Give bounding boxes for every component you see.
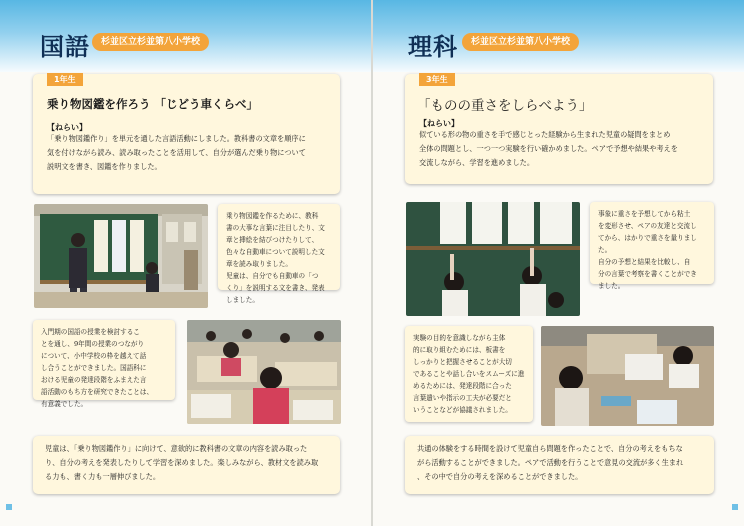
- text-line: 似ている形の物の重さを手で感じとった経験から生まれた児童の疑問をまとめ: [419, 130, 671, 139]
- left-school-badge: 杉並区立杉並第八小学校: [92, 33, 209, 51]
- text-line: 自分の予想と結果を比較し、自: [598, 258, 691, 266]
- right-note-1: [590, 202, 714, 290]
- page-gutter: [371, 0, 373, 526]
- right-summary-card: [405, 436, 714, 494]
- right-subject-title: 理科: [408, 32, 458, 61]
- text-line: 交流しながら、学習を進めました。: [419, 158, 535, 167]
- text-line: 事象に重さを予想してから粘土: [598, 210, 691, 218]
- left-subject-title: 国語: [40, 32, 90, 61]
- text-line: くり」を説明する文を書き、発表: [226, 284, 325, 292]
- text-line: とを通し、9年間の授業のつながり: [41, 340, 145, 348]
- right-experiment-photo: [541, 326, 714, 426]
- text-line: 乗り物図鑑を作るために、教科: [226, 212, 319, 220]
- text-line: 章と挿絵を結びつけたりして、: [226, 236, 319, 244]
- left-aim-text: [47, 132, 335, 174]
- text-line: めるためには、発達段階に合った: [413, 382, 512, 390]
- text-line: る力も、書く力も一層伸びました。: [45, 472, 161, 481]
- text-line: 書の大事な言葉に注目したり、文: [226, 224, 325, 232]
- right-note-2: [405, 326, 533, 422]
- left-grade-badge: 1年生: [47, 73, 83, 86]
- left-summary-text: [45, 442, 337, 484]
- text-line: 「乗り物図鑑作り」を単元を通した言語活動にしました。教科書の文章を順序に: [47, 134, 306, 143]
- left-note-2: [33, 320, 175, 408]
- left-lesson-title: 乗り物図鑑を作ろう 「じどう車くらべ」: [47, 97, 259, 111]
- text-line: 分の言葉で考察を書くことができ: [598, 270, 697, 278]
- text-line: 児童は、「乗り物図鑑作り」に向けて、意欲的に教科書の文章の内容を読み取った: [45, 444, 308, 453]
- text-line: てから、はかりで重さを量りまし: [598, 234, 697, 242]
- right-aim-text: [419, 128, 709, 170]
- text-line: 、その中で自分の考えを深めることができました。: [417, 472, 583, 481]
- text-line: 色々な自動車について説明した文: [226, 248, 325, 256]
- right-grade-badge: 3年生: [419, 73, 455, 86]
- right-page-marker: [732, 504, 738, 510]
- text-line: がら活動することができました。ペアで活動を行うことで意見の交流が多く生まれ: [417, 458, 684, 467]
- left-intro-card: [33, 74, 340, 194]
- right-blackboard-photo: [406, 202, 580, 316]
- text-line: 実験の目的を意識しながら主体: [413, 334, 506, 342]
- text-line: おける児童の発達段階をふまえた言: [41, 376, 147, 384]
- left-summary-card: [33, 436, 340, 494]
- text-line: であることや話し合いをスムーズに進: [413, 370, 525, 378]
- text-line: 有意義でした。: [41, 400, 88, 408]
- text-line: しました。: [226, 296, 259, 304]
- text-line: 語活動のもち方を研究できたことは、: [41, 388, 154, 396]
- left-students-photo: [187, 320, 341, 424]
- right-lesson-title: 「ものの重さをしらべよう」: [417, 98, 593, 114]
- left-classroom-photo: [34, 204, 208, 308]
- text-line: 章を読み取りました。: [226, 260, 292, 268]
- text-line: 入門期の国語の授業を検討するこ: [41, 328, 140, 336]
- text-line: た。: [598, 246, 612, 254]
- text-line: について、小中学校の枠を越えて話: [41, 352, 147, 360]
- left-aim-label: 【ねらい】: [47, 123, 87, 132]
- text-line: 的に取り組むためには、板書を: [413, 346, 506, 354]
- text-line: 児童は、自分でも自動車の「つ: [226, 272, 319, 280]
- right-aim-label: 【ねらい】: [419, 119, 459, 128]
- text-line: り、自分の考えを発表したりして学習を深めました。楽しみながら、教材文を読み取: [45, 458, 319, 467]
- right-summary-text: [417, 442, 711, 484]
- left-note-1: [218, 204, 340, 304]
- text-line: 気を付けながら読み、読み取ったことを活用して、自分が選んだ乗り物について: [47, 148, 306, 157]
- right-school-badge: 杉並区立杉並第八小学校: [462, 33, 579, 51]
- text-line: し合うことができました。国語科に: [41, 364, 147, 372]
- text-line: を変形させ、ペアの友達と交流し: [598, 222, 697, 230]
- text-line: ました。: [598, 282, 625, 290]
- text-line: 全体の問題とし、一つ一つ実験を行い確かめました。ペアで予想や結果や考えを: [419, 144, 678, 153]
- text-line: 説明文を書き、図鑑を作りました。: [47, 162, 162, 171]
- right-intro-card: [405, 74, 713, 184]
- text-line: 共通の体験をする時間を設けて児童自ら問題を作ったことで、自分の考えをもちな: [417, 444, 683, 453]
- text-line: 言葉遣いや指示の工夫が必要だと: [413, 394, 512, 402]
- text-line: しっかりと把握させることが大切: [413, 358, 512, 366]
- left-page-marker: [6, 504, 12, 510]
- text-line: いうことなどが協議されました。: [413, 406, 512, 414]
